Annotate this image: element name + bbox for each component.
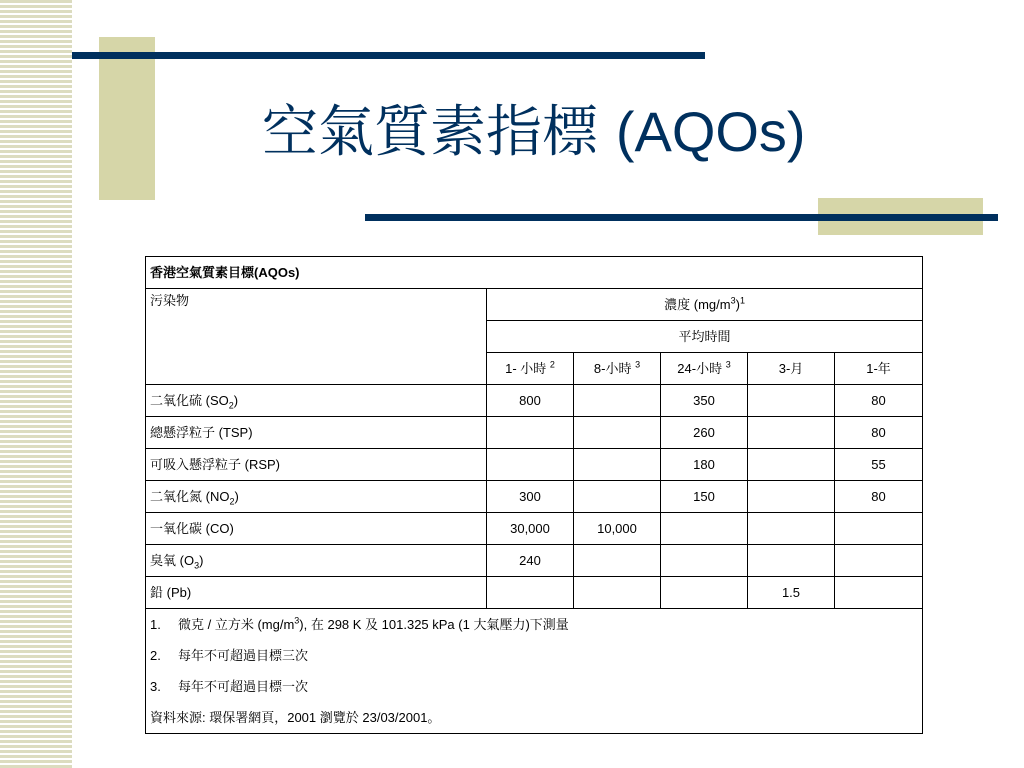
footnote-text-tail: ), 在 298 K 及 101.325 kPa (1 大氣壓力)下測量: [299, 616, 569, 632]
value-cell: [661, 513, 748, 545]
value-cell: 80: [835, 481, 923, 513]
title-rule-bottom: [365, 214, 998, 221]
period-label: 1-年: [866, 360, 891, 376]
concentration-unit-exp: 3: [730, 295, 736, 306]
pollutant-cell: [146, 417, 487, 449]
averaging-time-header: 平均時間: [487, 321, 923, 353]
left-stripe-decoration: [0, 0, 72, 768]
value-cell: [487, 577, 574, 609]
value-cell: [748, 385, 835, 417]
footnote-exp: 3: [294, 615, 300, 626]
pollutant-name: 二氧化氮 (NO: [150, 488, 230, 504]
value-cell: [835, 513, 923, 545]
note-row: [146, 640, 923, 671]
table-title: 香港空氣質素目標(AQOs): [146, 257, 923, 289]
aqo-table: [145, 256, 923, 734]
value-cell: 240: [487, 545, 574, 577]
slide-title-cjk: 空氣質素指標: [262, 100, 616, 165]
note-row: [146, 702, 923, 734]
footnote-number: 2.: [150, 647, 161, 663]
table-row: [146, 577, 923, 609]
pollutant-name: 總懸浮粒子 (TSP): [150, 424, 253, 440]
pollutant-tail: ): [233, 392, 239, 408]
pollutant-name: 可吸入懸浮粒子 (RSP): [150, 456, 281, 472]
footnote-3: [146, 671, 923, 702]
value-cell: [574, 385, 661, 417]
note-row: [146, 609, 923, 641]
footnote-number: 1.: [150, 616, 161, 632]
footnote-1: [146, 609, 923, 641]
pollutant-subscript: 2: [229, 496, 235, 507]
value-cell: 800: [487, 385, 574, 417]
value-cell: 55: [835, 449, 923, 481]
pollutant-tail: ): [234, 488, 239, 504]
pollutant-name: 鉛 (Pb): [150, 584, 192, 600]
value-cell: [661, 545, 748, 577]
table-row: [146, 385, 923, 417]
footnote-text: 每年不可超過目標三次: [178, 647, 309, 663]
footnote-text: 每年不可超過目標一次: [178, 678, 309, 694]
period-header: [835, 353, 923, 385]
concentration-header: 濃度 $(mg/m^3)^1$: [487, 289, 923, 321]
value-cell: 180: [661, 449, 748, 481]
value-cell: 350: [661, 385, 748, 417]
period-label: 24-小時: [677, 360, 723, 376]
value-cell: [574, 449, 661, 481]
pollutant-cell: [146, 513, 487, 545]
value-cell: [574, 481, 661, 513]
value-cell: 80: [835, 417, 923, 449]
pollutant-name: 二氧化硫 (SO: [150, 392, 229, 408]
value-cell: 150: [661, 481, 748, 513]
pollutant-name: 臭氧 (O: [150, 552, 195, 568]
table-row: [146, 513, 923, 545]
table-title-row: [146, 257, 923, 289]
footnote-number: 3.: [150, 678, 161, 694]
value-cell: [574, 417, 661, 449]
period-header: [487, 353, 574, 385]
pollutant-tail: ): [199, 552, 204, 568]
value-cell: [748, 449, 835, 481]
period-label: 8-小時: [593, 360, 632, 376]
footnote-text: 微克 / 立方米 (mg/m: [178, 616, 295, 632]
value-cell: 260: [661, 417, 748, 449]
period-header: [748, 353, 835, 385]
value-cell: [835, 545, 923, 577]
value-cell: [835, 577, 923, 609]
value-cell: [748, 481, 835, 513]
pollutant-cell: [146, 481, 487, 513]
table-row: [146, 417, 923, 449]
value-cell: 1.5: [748, 577, 835, 609]
table-row: [146, 545, 923, 577]
footnote-2: [146, 640, 923, 671]
value-cell: [487, 449, 574, 481]
slide-title: [262, 92, 962, 172]
pollutant-name: 一氧化碳 (CO): [150, 520, 234, 536]
concentration-header-text: 濃度 (mg/m: [664, 296, 731, 312]
accent-square-top: [99, 37, 155, 200]
pollutant-cell: [146, 577, 487, 609]
pollutant-cell: [146, 545, 487, 577]
table-row: [146, 481, 923, 513]
table-row: [146, 449, 923, 481]
pollutant-header: 污染物: [146, 289, 487, 385]
period-header: [661, 353, 748, 385]
value-cell: [748, 545, 835, 577]
value-cell: [748, 417, 835, 449]
value-cell: [748, 513, 835, 545]
value-cell: 10,000: [574, 513, 661, 545]
value-cell: [661, 577, 748, 609]
title-rule-top: [72, 52, 705, 59]
concentration-note-ref: 1: [739, 295, 745, 306]
value-cell: [487, 417, 574, 449]
value-cell: 80: [835, 385, 923, 417]
period-header: [574, 353, 661, 385]
value-cell: [574, 577, 661, 609]
value-cell: 300: [487, 481, 574, 513]
pollutant-subscript: 2: [228, 400, 234, 411]
pollutant-cell: [146, 385, 487, 417]
period-note-ref: 3: [635, 359, 641, 370]
source-note: 資料來源: 環保署網頁，2001 瀏覽於 23/03/2001。: [146, 702, 923, 734]
value-cell: [574, 545, 661, 577]
pollutant-cell: [146, 449, 487, 481]
value-cell: 30,000: [487, 513, 574, 545]
period-note-ref: 3: [725, 359, 731, 370]
slide-title-latin: (AQOs): [615, 100, 806, 163]
pollutant-subscript: 3: [194, 560, 200, 571]
period-label: 3-月: [778, 360, 804, 376]
note-row: [146, 671, 923, 702]
period-label: 1- 小時: [505, 360, 547, 376]
period-note-ref: 2: [549, 359, 555, 370]
header-row-concentration: [146, 289, 923, 321]
